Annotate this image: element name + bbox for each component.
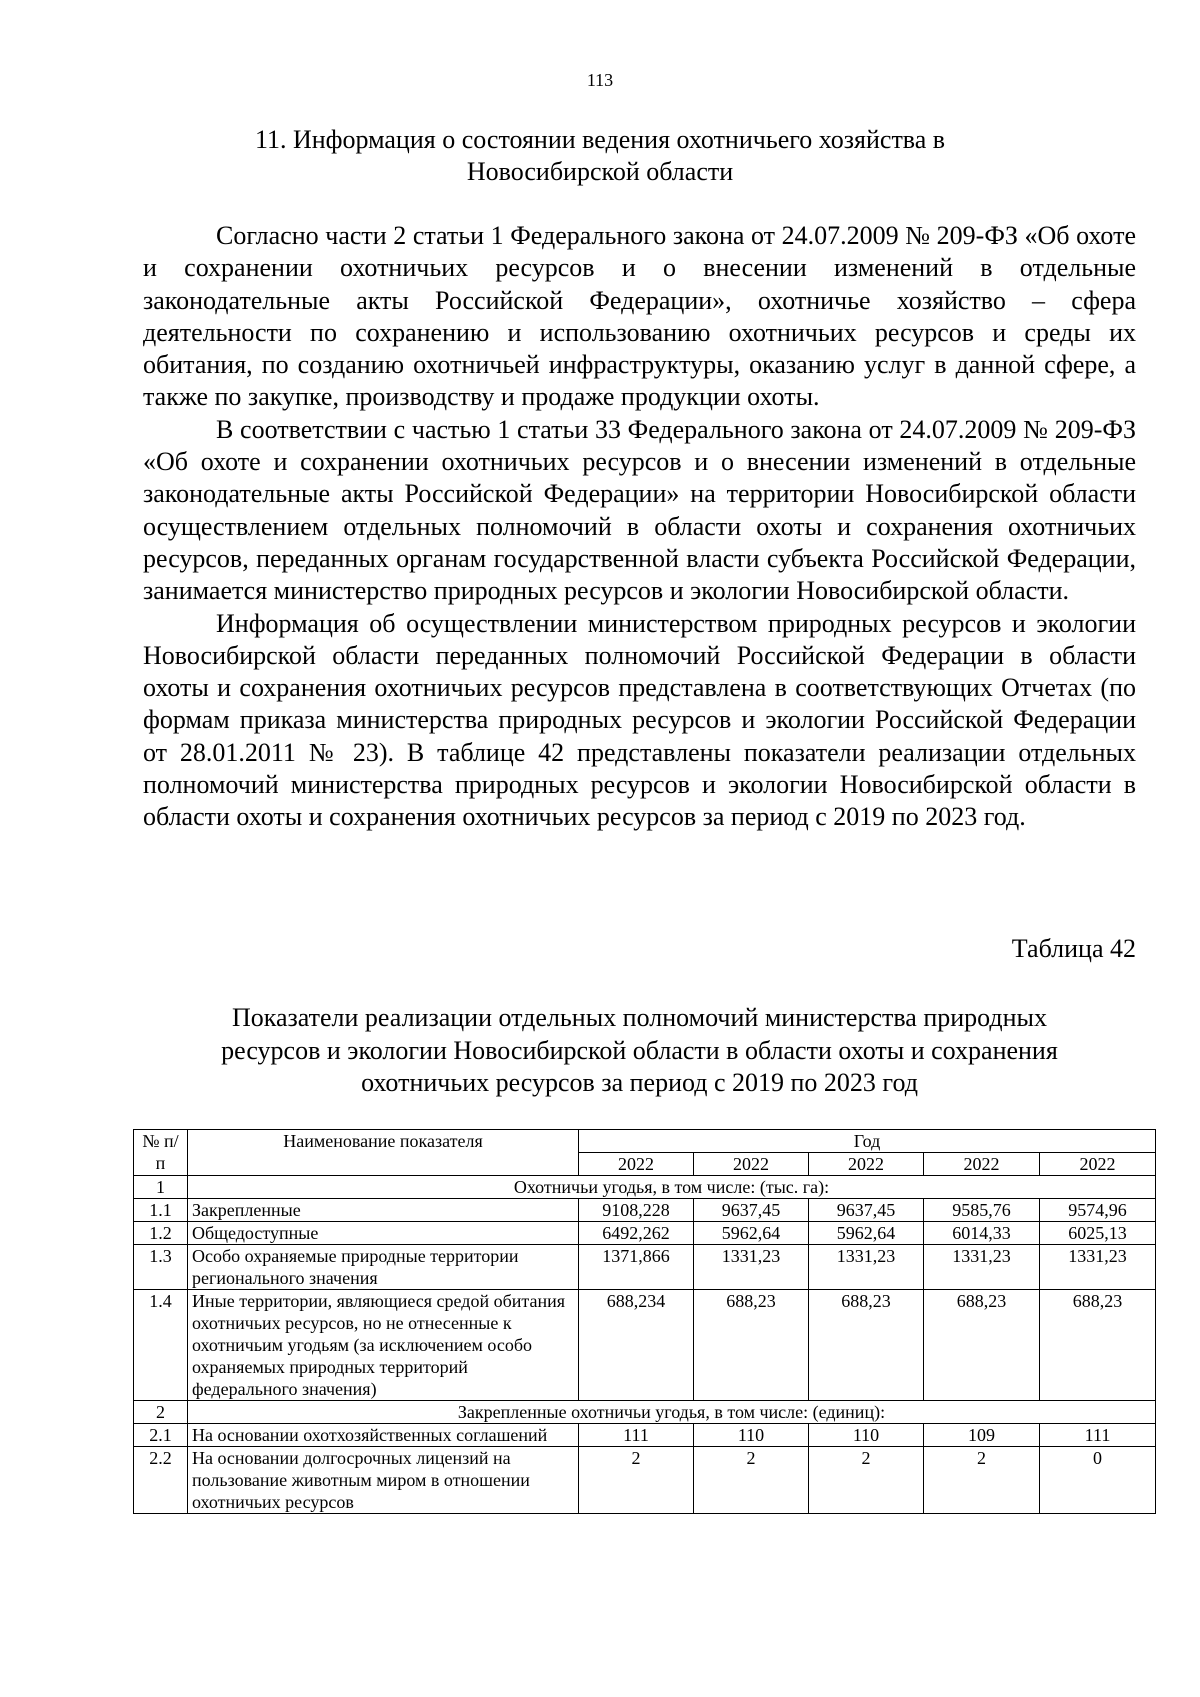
row-value: 111 <box>1040 1424 1156 1447</box>
header-year: 2022 <box>809 1153 924 1176</box>
row-num: 2.1 <box>134 1424 188 1447</box>
row-value: 109 <box>924 1424 1040 1447</box>
header-year: 2022 <box>579 1153 694 1176</box>
row-value: 5962,64 <box>809 1222 924 1245</box>
row-name: На основании долгосрочных лицензий на пользование животным миром в отношении охотничьих ресурсов <box>188 1447 579 1514</box>
table-row <box>134 1245 1156 1290</box>
row-name: На основании охотхозяйственных соглашений <box>188 1424 579 1447</box>
row-value: 6492,262 <box>579 1222 694 1245</box>
table-row <box>134 1424 1156 1447</box>
row-value: 6014,33 <box>924 1222 1040 1245</box>
section-title <box>150 124 1050 188</box>
page-number: 113 <box>586 70 614 90</box>
row-num: 1.4 <box>134 1290 188 1401</box>
row-value: 688,23 <box>1040 1290 1156 1401</box>
section-title-line-1: 11. Информация о состоянии ведения охотничьего хозяйства в <box>254 125 946 154</box>
row-name: Закрепленные <box>188 1199 579 1222</box>
row-value: 2 <box>809 1447 924 1514</box>
table-caption <box>143 1002 1136 1100</box>
table-group-row <box>134 1401 1156 1424</box>
header-year: 2022 <box>924 1153 1040 1176</box>
header-year: 2022 <box>694 1153 809 1176</box>
table-row <box>134 1222 1156 1245</box>
row-value: 110 <box>809 1424 924 1447</box>
table-caption-line-2: ресурсов и экологии Новосибирской области в области охоты и сохранения <box>221 1035 1058 1065</box>
row-value: 5962,64 <box>694 1222 809 1245</box>
row-value: 111 <box>579 1424 694 1447</box>
row-value: 9585,76 <box>924 1199 1040 1222</box>
group-num: 2 <box>134 1401 188 1424</box>
table-row <box>134 1199 1156 1222</box>
paragraph-2: В соответствии с частью 1 статьи 33 Федерального закона от 24.07.2009 № 209-ФЗ «Об охоте и сохранении охотничьих ресурсов и о внесении изменений в отдельные законодательные акты Российской Федерации» на территории Новосибирской области осуществлением отдельных полномочий в области охоты и сохранения охотничьих ресурсов, переданных органам государственной власти субъекта Российской Федерации, занимается министерство природных ресурсов и экологии Новосибирской области. <box>143 414 1136 606</box>
row-name: Общедоступные <box>188 1222 579 1245</box>
table-caption-line-1: Показатели реализации отдельных полномочий министерства природных <box>231 1003 1048 1032</box>
row-value: 110 <box>694 1424 809 1447</box>
row-value: 1331,23 <box>694 1245 809 1290</box>
table-row <box>134 1447 1156 1514</box>
row-value: 9637,45 <box>809 1199 924 1222</box>
group-title: Закрепленные охотничьи угодья, в том числе: (единиц): <box>188 1401 1156 1424</box>
header-year-group: Год <box>579 1130 1156 1153</box>
table-label: Таблица 42 <box>1011 934 1136 963</box>
section-title-line-2: Новосибирской области <box>466 157 734 186</box>
row-value: 688,23 <box>809 1290 924 1401</box>
row-value: 2 <box>579 1447 694 1514</box>
row-value: 2 <box>694 1447 809 1514</box>
row-value: 688,23 <box>924 1290 1040 1401</box>
indicators-table <box>133 1129 1156 1514</box>
row-num: 1.2 <box>134 1222 188 1245</box>
row-value: 0 <box>1040 1447 1156 1514</box>
paragraph-1: Согласно части 2 статьи 1 Федерального закона от 24.07.2009 № 209-ФЗ «Об охоте и сохранении охотничьих ресурсов и о внесении изменений в отдельные законодательные акты Российской Федерации», охотничье хозяйство – сфера деятельности по сохранению и использованию охотничьих ресурсов и среды их обитания, по созданию охотничьей инфраструктуры, оказанию услуг в данной сфере, а также по закупке, производству и продаже продукции охоты. <box>143 221 1136 412</box>
paragraph-3: Информация об осуществлении министерством природных ресурсов и экологии Новосибирской области переданных полномочий Российской Федерации в области охоты и сохранения охотничьих ресурсов представлена в соответствующих Отчетах (по формам приказа министерства природных ресурсов и экологии Российской Федерации от 28.01.2011 № 23). В таблице 42 представлены показатели реализации отдельных полномочий министерства природных ресурсов и экологии Новосибирской области в области охоты и сохранения охотничьих ресурсов за период с 2019 по 2023 год. <box>143 608 1136 832</box>
header-num: № п/п <box>134 1130 188 1176</box>
row-value: 688,23 <box>694 1290 809 1401</box>
row-num: 1.1 <box>134 1199 188 1222</box>
row-value: 9108,228 <box>579 1199 694 1222</box>
row-value: 9574,96 <box>1040 1199 1156 1222</box>
row-value: 1331,23 <box>924 1245 1040 1290</box>
header-year: 2022 <box>1040 1153 1156 1176</box>
group-num: 1 <box>134 1176 188 1199</box>
header-name: Наименование показателя <box>188 1130 579 1176</box>
row-num: 2.2 <box>134 1447 188 1514</box>
row-name: Иные территории, являющиеся средой обитания охотничьих ресурсов, но не отнесенные к охотничьим угодьям (за исключением особо охраняемых природных территорий федерального значения) <box>188 1290 579 1401</box>
row-value: 9637,45 <box>694 1199 809 1222</box>
table-header-row <box>134 1130 1156 1153</box>
group-title: Охотничьи угодья, в том числе: (тыс. га): <box>188 1176 1156 1199</box>
row-value: 6025,13 <box>1040 1222 1156 1245</box>
row-value: 2 <box>924 1447 1040 1514</box>
row-value: 1331,23 <box>1040 1245 1156 1290</box>
body-text <box>143 220 1136 834</box>
table-row <box>134 1290 1156 1401</box>
row-value: 1371,866 <box>579 1245 694 1290</box>
table-caption-line-3: охотничьих ресурсов за период с 2019 по 2023 год <box>361 1068 918 1097</box>
row-num: 1.3 <box>134 1245 188 1290</box>
table-group-row <box>134 1176 1156 1199</box>
row-value: 688,234 <box>579 1290 694 1401</box>
row-value: 1331,23 <box>809 1245 924 1290</box>
row-name: Особо охраняемые природные территории регионального значения <box>188 1245 579 1290</box>
